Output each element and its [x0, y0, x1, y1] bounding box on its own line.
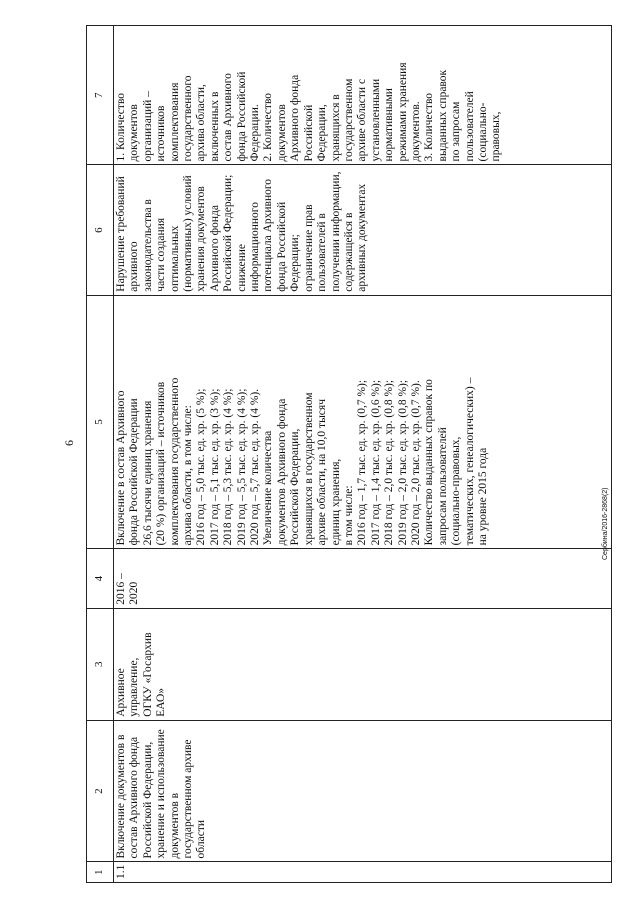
- measure-name-cell: [114, 720, 612, 862]
- cell-text-line: комплектования государственного: [168, 377, 181, 546]
- cell-text-line: архива области,: [195, 84, 208, 162]
- cell-text-line: (нормативных) условий: [182, 175, 195, 292]
- cell-text-line: комплектования: [168, 82, 181, 162]
- cell-text-line: организаций –: [141, 91, 154, 162]
- cell-text-line: включенных в: [208, 91, 221, 162]
- expected-result-cell: [114, 295, 612, 549]
- cell-text-line: потенциала Архивного: [262, 178, 275, 292]
- cell-text-line: хранение и использование: [155, 729, 168, 859]
- row-number: 1.1: [114, 862, 612, 883]
- header-cell-7: 7: [87, 26, 114, 165]
- cell-text-line: снижение: [235, 243, 248, 292]
- cell-text-line: тематических, генеалогических) –: [463, 377, 476, 546]
- cell-text-line: на уровне 2015 года: [476, 447, 489, 546]
- cell-text-line: пользователей в: [316, 213, 329, 292]
- page-number: 6: [62, 440, 76, 446]
- cell-text-line: (социально-: [476, 102, 489, 162]
- cell-text-line: установленными: [369, 78, 382, 162]
- cell-text-line: управление,: [128, 657, 141, 717]
- cell-text-line: Федерации;: [289, 234, 302, 292]
- cell-text-line: состав Архивного: [222, 73, 235, 162]
- cell-text-line: государственного: [182, 75, 195, 162]
- cell-text-line: архивного: [128, 241, 141, 292]
- cell-text-line: фонда Российской: [275, 201, 288, 292]
- rotated-table-wrapper: [86, 25, 612, 883]
- header-row: [87, 26, 114, 883]
- cell-text-line: Количество выданных справок по: [423, 379, 436, 546]
- cell-text-line: Увеличение количества: [262, 430, 275, 546]
- cell-text-line: документов Архивного фонда: [275, 398, 288, 546]
- cell-text-line: ОГКУ «Госархив: [141, 632, 154, 717]
- table-row: [114, 26, 612, 883]
- cell-text-line: (20 %) организаций – источников: [155, 381, 168, 546]
- cell-text-line: пользователей: [463, 91, 476, 162]
- cell-text-line: единиц хранения,: [329, 458, 342, 546]
- cell-text-line: государственном архиве: [182, 739, 195, 859]
- cell-text-line: содержащейся в: [342, 212, 355, 292]
- cell-text-line: ЕАО»: [155, 687, 168, 717]
- cell-text-line: 2018 год – 2,0 тыс. ед. хр. (0,8 %);: [383, 379, 396, 546]
- cell-text-line: 2. Количество: [262, 92, 275, 162]
- cell-text-line: 2017 год – 5,1 тыс. ед. хр. (3 %);: [208, 388, 221, 546]
- cell-text-line: 2019 год – 2,0 тыс. ед. хр. (0,8 %);: [396, 379, 409, 546]
- document-code: Сербина/2016-2868(2): [602, 487, 609, 560]
- cell-text-line: Архивного фонда: [289, 74, 302, 162]
- cell-text-line: части создания: [155, 217, 168, 292]
- cell-text-line: Российской Федерации,: [289, 428, 302, 546]
- cell-text-line: Российской: [302, 104, 315, 162]
- cell-text-line: Российской Федерации;: [222, 174, 235, 292]
- cell-text-line: 2016 – 2020: [115, 573, 141, 605]
- cell-text-line: 1. Количество: [115, 92, 127, 162]
- cell-text-line: выданных справок: [436, 69, 449, 162]
- cell-text-line: Архивное: [115, 668, 127, 717]
- cell-text-line: архиве области, на 10,0 тысяч: [316, 399, 329, 546]
- cell-text-line: в том числе:: [342, 485, 355, 546]
- cell-text-line: 2016 год – 5,0 тыс. ед. хр. (5 %);: [195, 388, 208, 546]
- cell-text-line: фонда Российской Федерации: [128, 398, 141, 546]
- cell-text-line: ограничение прав: [302, 204, 315, 292]
- cell-text-line: Включение документов в: [115, 734, 127, 859]
- cell-text-line: Нарушение требований: [115, 176, 127, 292]
- cell-text-line: 2019 год – 5,5 тыс. ед. хр. (4 %);: [235, 388, 248, 546]
- cell-text-line: документов: [128, 104, 141, 162]
- cell-text-line: архивных документах: [356, 183, 369, 292]
- cell-text-line: запросам пользователей: [436, 427, 449, 546]
- cell-text-line: Российской Федерации,: [141, 741, 154, 859]
- cell-text-line: государственном: [342, 78, 355, 162]
- cell-text-line: Федерации,: [316, 104, 329, 162]
- cell-text-line: по запросам: [450, 101, 463, 162]
- cell-text-line: хранения документов: [195, 186, 208, 292]
- cell-text-line: документов.: [409, 101, 422, 162]
- cell-text-line: фонда Российской: [235, 71, 248, 162]
- responsible-executor-cell: [114, 608, 612, 720]
- cell-text-line: хранящихся в: [329, 94, 342, 162]
- cell-text-line: 3. Количество: [423, 92, 436, 162]
- cell-text-line: Федерации.: [249, 104, 262, 162]
- header-cell-1: 1: [87, 862, 114, 883]
- period-cell: [114, 549, 612, 608]
- cell-text-line: Включение в состав Архивного: [115, 390, 127, 546]
- header-cell-6: 6: [87, 165, 114, 295]
- header-cell-2: 2: [87, 720, 114, 862]
- cell-text-line: 26,6 тысячи единиц хранения: [141, 400, 154, 546]
- cell-text-line: документов: [275, 104, 288, 162]
- cell-text-line: Архивного фонда: [208, 205, 221, 292]
- cell-text-line: 2017 год – 1,4 тыс. ед. хр. (0,6 %);: [369, 379, 382, 546]
- cell-text-line: правовых,: [490, 111, 503, 162]
- cell-text-line: области: [195, 819, 208, 859]
- cell-text-line: законодательства в: [141, 199, 154, 292]
- cell-text-line: информационного: [249, 202, 262, 292]
- cell-text-line: 2016 год – 1,7 тыс. ед. хр. (0,7 %);: [356, 379, 369, 546]
- header-cell-4: 4: [87, 549, 114, 608]
- cell-text-line: нормативными: [383, 88, 396, 162]
- cell-text-line: режимами хранения: [396, 62, 409, 162]
- header-cell-3: 3: [87, 608, 114, 720]
- cell-text-line: (социально-правовых,: [450, 436, 463, 546]
- cell-text-line: архива области, в том числе:: [182, 405, 195, 546]
- program-table: [86, 25, 612, 883]
- cell-text-line: состав Архивного фонда: [128, 736, 141, 859]
- header-cell-5: 5: [87, 295, 114, 549]
- cell-text-line: 2020 год – 5,7 тыс. ед. хр. (4 %).: [249, 388, 262, 546]
- cell-text-line: документов в: [168, 792, 181, 859]
- cell-text-line: 2020 год – 2,0 тыс. ед. хр. (0,7 %).: [409, 380, 422, 546]
- cell-text-line: 2018 год – 5,3 тыс. ед. хр. (4 %);: [222, 388, 235, 546]
- cell-text-line: хранящихся в государственном: [302, 392, 315, 546]
- cell-text-line: архиве области с: [356, 78, 369, 162]
- cell-text-line: оптимальных: [168, 225, 181, 292]
- indicators-cell: [114, 26, 612, 165]
- cell-text-line: источников: [155, 105, 168, 162]
- cell-text-line: получении информации,: [329, 171, 342, 292]
- consequences-cell: [114, 165, 612, 295]
